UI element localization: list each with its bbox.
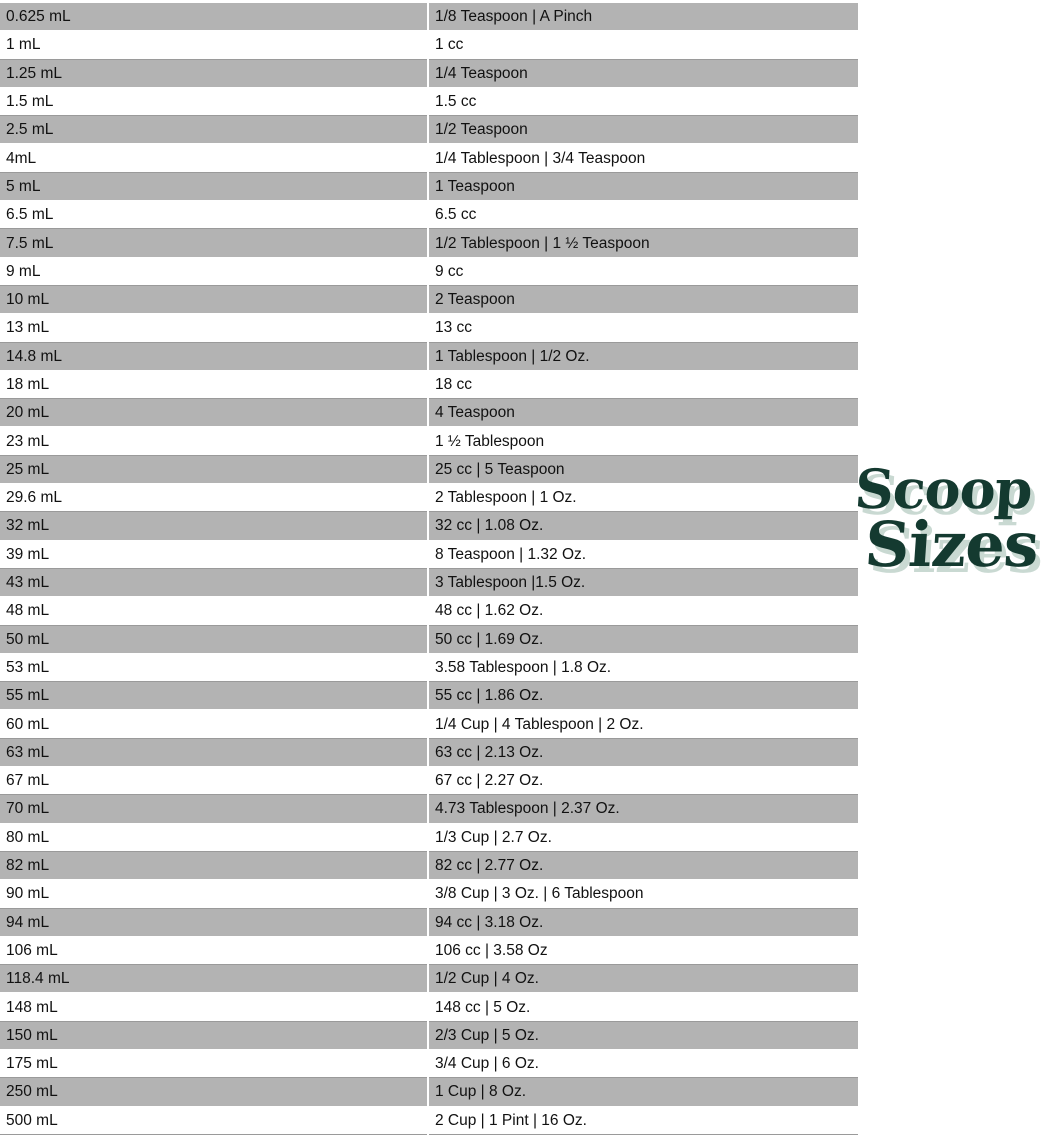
cell-volume: 5 mL [0, 172, 428, 200]
cell-volume: 90 mL [0, 880, 428, 908]
cell-equivalent: 13 cc [428, 314, 858, 342]
table-row [0, 31, 858, 59]
table-row [0, 795, 858, 823]
table-row [0, 682, 858, 710]
cell-volume: 43 mL [0, 568, 428, 596]
table-row [0, 936, 858, 964]
table-row [0, 851, 858, 879]
cell-volume: 106 mL [0, 936, 428, 964]
table-row [0, 1078, 858, 1106]
cell-equivalent: 6.5 cc [428, 201, 858, 229]
cell-equivalent: 82 cc | 2.77 Oz. [428, 851, 858, 879]
table-row [0, 116, 858, 144]
cell-volume: 7.5 mL [0, 229, 428, 257]
cell-equivalent: 106 cc | 3.58 Oz [428, 936, 858, 964]
cell-volume: 13 mL [0, 314, 428, 342]
table-row [0, 399, 858, 427]
cell-equivalent: 1/2 Teaspoon [428, 116, 858, 144]
cell-equivalent: 2/3 Cup | 5 Oz. [428, 1021, 858, 1049]
cell-volume: 39 mL [0, 540, 428, 568]
table-row [0, 908, 858, 936]
cell-volume: 4mL [0, 144, 428, 172]
cell-volume: 67 mL [0, 767, 428, 795]
cell-equivalent: 1 cc [428, 31, 858, 59]
cell-volume: 94 mL [0, 908, 428, 936]
cell-volume: 55 mL [0, 682, 428, 710]
table-row [0, 229, 858, 257]
cell-equivalent: 48 cc | 1.62 Oz. [428, 597, 858, 625]
cell-volume: 6.5 mL [0, 201, 428, 229]
cell-equivalent: 1/4 Cup | 4 Tablespoon | 2 Oz. [428, 710, 858, 738]
cell-volume: 50 mL [0, 625, 428, 653]
cell-equivalent: 3/4 Cup | 6 Oz. [428, 1049, 858, 1077]
table-row [0, 568, 858, 596]
cell-equivalent: 1/3 Cup | 2.7 Oz. [428, 823, 858, 851]
cell-equivalent: 55 cc | 1.86 Oz. [428, 682, 858, 710]
cell-volume: 70 mL [0, 795, 428, 823]
table-row [0, 172, 858, 200]
cell-volume: 60 mL [0, 710, 428, 738]
scoop-sizes-logo [845, 457, 1055, 612]
cell-equivalent: 148 cc | 5 Oz. [428, 993, 858, 1021]
cell-equivalent: 1 Teaspoon [428, 172, 858, 200]
cell-volume: 14.8 mL [0, 342, 428, 370]
cell-volume: 63 mL [0, 738, 428, 766]
cell-equivalent: 1/4 Tablespoon | 3/4 Teaspoon [428, 144, 858, 172]
cell-equivalent: 50 cc | 1.69 Oz. [428, 625, 858, 653]
cell-volume: 25 mL [0, 455, 428, 483]
cell-volume: 80 mL [0, 823, 428, 851]
cell-equivalent: 9 cc [428, 257, 858, 285]
cell-equivalent: 18 cc [428, 370, 858, 398]
table-row [0, 314, 858, 342]
table-row [0, 625, 858, 653]
table-row [0, 1021, 858, 1049]
cell-equivalent: 94 cc | 3.18 Oz. [428, 908, 858, 936]
table-row [0, 427, 858, 455]
cell-equivalent: 3/8 Cup | 3 Oz. | 6 Tablespoon [428, 880, 858, 908]
table-row [0, 144, 858, 172]
cell-volume: 175 mL [0, 1049, 428, 1077]
cell-equivalent: 2 Teaspoon [428, 285, 858, 313]
cell-equivalent: 1.5 cc [428, 87, 858, 115]
cell-volume: 1 mL [0, 31, 428, 59]
table-row [0, 201, 858, 229]
cell-equivalent: 3 Tablespoon |1.5 Oz. [428, 568, 858, 596]
cell-equivalent: 63 cc | 2.13 Oz. [428, 738, 858, 766]
cell-equivalent: 2 Cup | 1 Pint | 16 Oz. [428, 1106, 858, 1134]
table-row [0, 710, 858, 738]
table-row [0, 59, 858, 87]
cell-volume: 118.4 mL [0, 965, 428, 993]
cell-equivalent: 1 Tablespoon | 1/2 Oz. [428, 342, 858, 370]
cell-equivalent: 4 Teaspoon [428, 399, 858, 427]
cell-volume: 0.625 mL [0, 3, 428, 31]
table-row [0, 285, 858, 313]
cell-volume: 10 mL [0, 285, 428, 313]
cell-equivalent: 25 cc | 5 Teaspoon [428, 455, 858, 483]
cell-volume: 2.5 mL [0, 116, 428, 144]
cell-volume: 48 mL [0, 597, 428, 625]
table-row [0, 738, 858, 766]
table-row [0, 1049, 858, 1077]
table-row [0, 342, 858, 370]
logo-line-sizes: Sizes [862, 508, 1041, 581]
conversion-table-body [0, 3, 858, 1134]
table-row [0, 484, 858, 512]
cell-volume: 23 mL [0, 427, 428, 455]
table-row [0, 653, 858, 681]
conversion-table [0, 3, 858, 1135]
cell-equivalent: 67 cc | 2.27 Oz. [428, 767, 858, 795]
cell-volume: 250 mL [0, 1078, 428, 1106]
cell-volume: 150 mL [0, 1021, 428, 1049]
cell-equivalent: 1 Cup | 8 Oz. [428, 1078, 858, 1106]
cell-equivalent: 1/4 Teaspoon [428, 59, 858, 87]
table-row [0, 370, 858, 398]
cell-volume: 148 mL [0, 993, 428, 1021]
cell-equivalent: 4.73 Tablespoon | 2.37 Oz. [428, 795, 858, 823]
cell-volume: 29.6 mL [0, 484, 428, 512]
cell-volume: 18 mL [0, 370, 428, 398]
cell-volume: 53 mL [0, 653, 428, 681]
cell-equivalent: 1/8 Teaspoon | A Pinch [428, 3, 858, 31]
table-row [0, 880, 858, 908]
table-row [0, 767, 858, 795]
table-row [0, 540, 858, 568]
cell-equivalent: 2 Tablespoon | 1 Oz. [428, 484, 858, 512]
cell-equivalent: 32 cc | 1.08 Oz. [428, 512, 858, 540]
table-row [0, 597, 858, 625]
table-row [0, 823, 858, 851]
cell-volume: 500 mL [0, 1106, 428, 1134]
table-row [0, 993, 858, 1021]
cell-volume: 32 mL [0, 512, 428, 540]
cell-equivalent: 1/2 Tablespoon | 1 ½ Teaspoon [428, 229, 858, 257]
cell-equivalent: 8 Teaspoon | 1.32 Oz. [428, 540, 858, 568]
cell-equivalent: 3.58 Tablespoon | 1.8 Oz. [428, 653, 858, 681]
table-row [0, 455, 858, 483]
cell-volume: 20 mL [0, 399, 428, 427]
table-row [0, 965, 858, 993]
logo-line-scoop: Scoop [852, 457, 1034, 521]
table-row [0, 257, 858, 285]
table-row [0, 87, 858, 115]
cell-volume: 9 mL [0, 257, 428, 285]
table-row [0, 3, 858, 31]
cell-volume: 1.25 mL [0, 59, 428, 87]
cell-equivalent: 1 ½ Tablespoon [428, 427, 858, 455]
cell-volume: 1.5 mL [0, 87, 428, 115]
table-row [0, 512, 858, 540]
cell-volume: 82 mL [0, 851, 428, 879]
table-row [0, 1106, 858, 1134]
cell-equivalent: 1/2 Cup | 4 Oz. [428, 965, 858, 993]
